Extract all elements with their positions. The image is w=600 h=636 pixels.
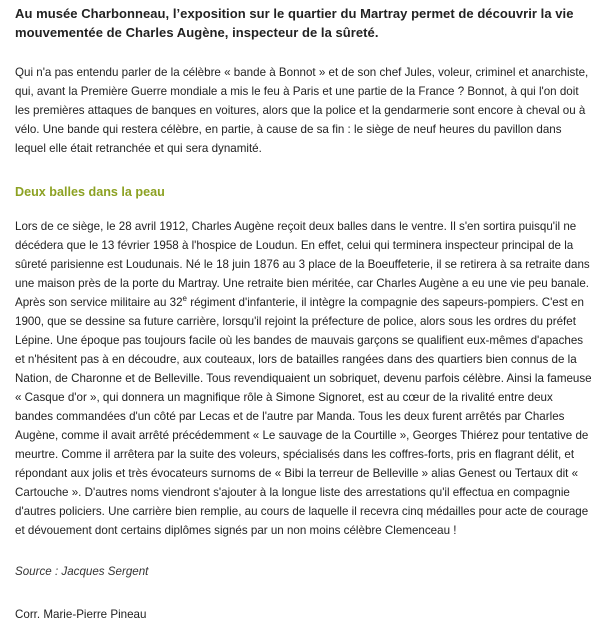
article-correspondent: Corr. Marie-Pierre Pineau [15, 608, 147, 621]
article-paragraph-1: Qui n'a pas entendu parler de la célèbre « bande à Bonnot » et de son chef Jules, voleur, criminel et anarchiste, qui, avant la Première Guerre mondiale a mis le feu à Paris et une partie de la France ? Bonnot, à qui l'on doit les premières attaques de banques en voitures, alors que la police et la gendarmerie sont encore à cheval ou à vélo. Une bande qui restera célèbre, en partie, à cause de sa fin : le siège de neuf heures du pavillon dans lequel elle était retranchée et qui sera dynamité. [15, 66, 589, 155]
ordinal-superscript: e [182, 294, 187, 304]
article-paragraph-2 [15, 217, 593, 540]
article [15, 4, 593, 636]
article-subheading: Deux balles dans la peau [15, 185, 165, 199]
article-source: Source : Jacques Sergent [15, 565, 149, 578]
article-lead: Au musée Charbonneau, l’exposition sur le quartier du Martray permet de découvrir la vie mouvementée de Charles Augène, inspecteur de la sûreté. [15, 6, 574, 40]
paragraph-2-text-a: Lors de ce siège, le 28 avril 1912, Charles Augène reçoit deux balles dans le ventre. Il s'en sortira puisqu'il ne décédera que le 13 février 1958 à l'hospice de Loudun. En effet, celui qui terminera inspecteur principal de la sûreté parisienne est Loudunais. Né le 18 juin 1876 au 3 place de la Boeuffeterie, il se retirera à sa retraite dans une maison près de la porte du Martray. Une retraite bien méritée, car Charles Augène a eu une vie peu banale. Après son service militaire au 32 [15, 220, 590, 309]
paragraph-2-text-b: régiment d'infanterie, il intègre la compagnie des sapeurs-pompiers. C'est en 1900, que se dessine sa future carrière, lorsqu'il rejoint la préfecture de police, alors sous les ordres du préfet Lépine. Une époque pas toujours facile où les bandes de mauvais garçons se qualifient eux-mêmes d'apaches et n'hésitent pas à en découdre, aux couteaux, lors de batailles rangées dans des quartiers bien connus de la Nation, de Charonne et de Belleville. Tous revendiquaient un sobriquet, devenu parfois célèbre. Ainsi la fameuse « Casque d'or », qui donnera un magnifique rôle à Simone Signoret, est au cœur de la rivalité entre deux bandes commandées d'un côté par Lecas et de l'autre par Manda. Tous les deux furent arrêtés par Charles Augène, comme il avait arrêté précédemment « Le sauvage de la Courtille », Georges Thiérez pour tentative de meurtre. Comme il arrêtera par la suite des voleurs, spécialisés dans les coffres-forts, pris en flagrant délit, et répondant aux jolis et très évocateurs surnoms de « Bibi la terreur de Belleville » alias Genest ou Tertaux dit « Cartouche ». D'autres noms viendront s'ajouter à la longue liste des arrestations qu'il effectua en compagnie d'autres policiers. Une carrière bien remplie, au cours de laquelle il recevra cinq médailles pour acte de courage et dévouement dont certains diplômes signés par un non moins célèbre Clemenceau ! [15, 296, 592, 537]
